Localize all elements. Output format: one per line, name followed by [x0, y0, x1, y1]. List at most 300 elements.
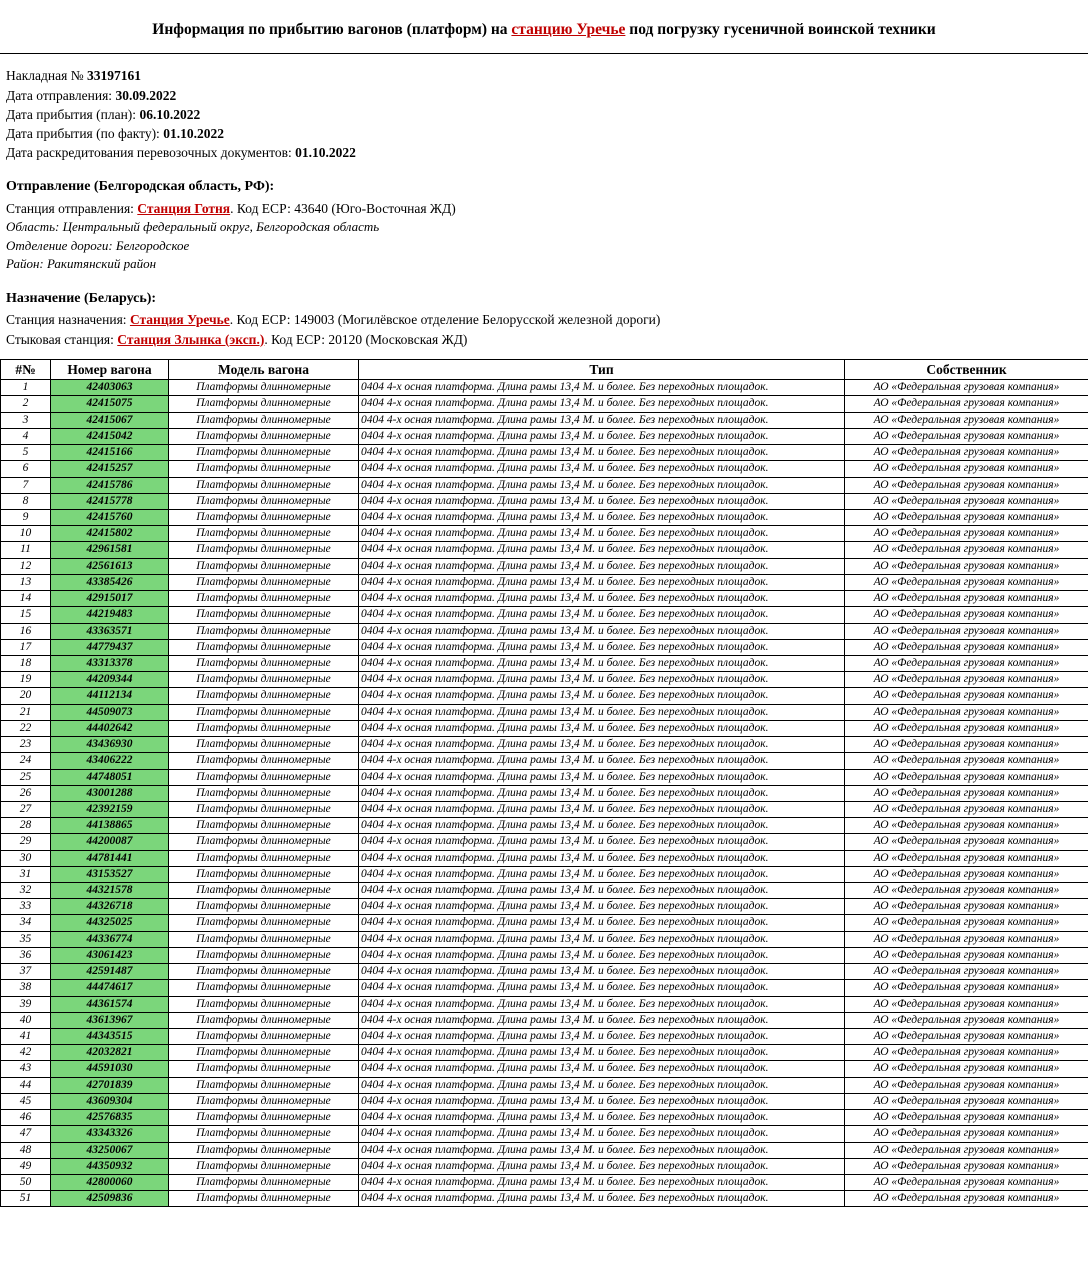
cell-wagon-number: 44350932 [51, 1158, 169, 1174]
table-row [1, 899, 1088, 915]
cell-index: 5 [1, 445, 51, 461]
cell-owner: АО «Федеральная грузовая компания» [845, 964, 1088, 980]
cell-index: 30 [1, 850, 51, 866]
cell-wagon-model: Платформы длинномерные [169, 623, 359, 639]
cell-type: 0404 4-х осная платформа. Длина рамы 13,4 М. и более. Без переходных площадок. [359, 510, 845, 526]
cell-owner: АО «Федеральная грузовая компания» [845, 1045, 1088, 1061]
cell-type: 0404 4-х осная платформа. Длина рамы 13,4 М. и более. Без переходных площадок. [359, 688, 845, 704]
cell-wagon-number: 44781441 [51, 850, 169, 866]
cell-type: 0404 4-х осная платформа. Длина рамы 13,4 М. и более. Без переходных площадок. [359, 801, 845, 817]
cell-wagon-number: 43436930 [51, 737, 169, 753]
cell-type: 0404 4-х осная платформа. Длина рамы 13,4 М. и более. Без переходных площадок. [359, 542, 845, 558]
cell-index: 32 [1, 883, 51, 899]
table-row [1, 1045, 1088, 1061]
cell-wagon-model: Платформы длинномерные [169, 801, 359, 817]
cell-wagon-model: Платформы длинномерные [169, 380, 359, 396]
cell-wagon-number: 42415166 [51, 445, 169, 461]
cell-index: 27 [1, 801, 51, 817]
column-header-owner: Собственник [845, 359, 1088, 380]
cell-type: 0404 4-х осная платформа. Длина рамы 13,4 М. и более. Без переходных площадок. [359, 1061, 845, 1077]
cell-wagon-model: Платформы длинномерные [169, 493, 359, 509]
cell-wagon-model: Платформы длинномерные [169, 980, 359, 996]
table-row [1, 607, 1088, 623]
cell-wagon-number: 44779437 [51, 639, 169, 655]
cell-index: 16 [1, 623, 51, 639]
cell-owner: АО «Федеральная грузовая компания» [845, 996, 1088, 1012]
cell-type: 0404 4-х осная платформа. Длина рамы 13,4 М. и более. Без переходных площадок. [359, 1191, 845, 1207]
table-row [1, 753, 1088, 769]
cell-type: 0404 4-х осная платформа. Длина рамы 13,4 М. и более. Без переходных площадок. [359, 1045, 845, 1061]
column-header-wagon-number: Номер вагона [51, 359, 169, 380]
cell-type: 0404 4-х осная платформа. Длина рамы 13,4 М. и более. Без переходных площадок. [359, 623, 845, 639]
cell-type: 0404 4-х осная платформа. Длина рамы 13,4 М. и более. Без переходных площадок. [359, 915, 845, 931]
cell-owner: АО «Федеральная грузовая компания» [845, 591, 1088, 607]
cell-owner: АО «Федеральная грузовая компания» [845, 412, 1088, 428]
cell-owner: АО «Федеральная грузовая компания» [845, 899, 1088, 915]
cell-index: 24 [1, 753, 51, 769]
cell-owner: АО «Федеральная грузовая компания» [845, 639, 1088, 655]
cell-wagon-model: Платформы длинномерные [169, 574, 359, 590]
cell-type: 0404 4-х осная платформа. Длина рамы 13,4 М. и более. Без переходных площадок. [359, 1126, 845, 1142]
destination-station-label: Станция назначения: [6, 312, 130, 328]
cell-type: 0404 4-х осная платформа. Длина рамы 13,4 М. и более. Без переходных площадок. [359, 964, 845, 980]
cell-index: 21 [1, 704, 51, 720]
cell-wagon-number: 42415786 [51, 477, 169, 493]
cell-wagon-number: 44138865 [51, 818, 169, 834]
cell-index: 35 [1, 931, 51, 947]
cell-owner: АО «Федеральная грузовая компания» [845, 1077, 1088, 1093]
cell-wagon-number: 44748051 [51, 769, 169, 785]
cell-index: 13 [1, 574, 51, 590]
table-row [1, 526, 1088, 542]
departure-district: Район: Ракитянский район [6, 256, 157, 272]
arrival-plan-label: Дата прибытия (план): [6, 106, 140, 122]
invoice-line [6, 66, 1078, 85]
cell-wagon-model: Платформы длинномерные [169, 996, 359, 1012]
cell-index: 8 [1, 493, 51, 509]
table-row [1, 947, 1088, 963]
cell-index: 31 [1, 866, 51, 882]
cell-index: 12 [1, 558, 51, 574]
cell-index: 33 [1, 899, 51, 915]
cell-wagon-number: 43001288 [51, 785, 169, 801]
table-row [1, 1191, 1088, 1207]
cell-type: 0404 4-х осная платформа. Длина рамы 13,4 М. и более. Без переходных площадок. [359, 461, 845, 477]
cell-owner: АО «Федеральная грузовая компания» [845, 785, 1088, 801]
cell-wagon-number: 44321578 [51, 883, 169, 899]
cell-type: 0404 4-х осная платформа. Длина рамы 13,4 М. и более. Без переходных площадок. [359, 753, 845, 769]
cell-type: 0404 4-х осная платформа. Длина рамы 13,4 М. и более. Без переходных площадок. [359, 704, 845, 720]
cell-owner: АО «Федеральная грузовая компания» [845, 380, 1088, 396]
table-row [1, 445, 1088, 461]
cell-index: 34 [1, 915, 51, 931]
departure-station-line [6, 199, 1078, 218]
destination-station-link[interactable]: Станция Уречье [129, 312, 230, 328]
arrival-plan-line [6, 105, 1078, 124]
cell-wagon-number: 44361574 [51, 996, 169, 1012]
departure-station-link[interactable]: Станция Готня [137, 201, 231, 217]
cell-owner: АО «Федеральная грузовая компания» [845, 720, 1088, 736]
cell-index: 23 [1, 737, 51, 753]
departure-date-value: 30.09.2022 [115, 87, 177, 103]
cell-index: 18 [1, 655, 51, 671]
table-row [1, 1029, 1088, 1045]
cell-wagon-number: 42392159 [51, 801, 169, 817]
cell-type: 0404 4-х осная платформа. Длина рамы 13,4 М. и более. Без переходных площадок. [359, 818, 845, 834]
table-row [1, 591, 1088, 607]
cell-wagon-number: 44325025 [51, 915, 169, 931]
table-row [1, 996, 1088, 1012]
table-header-row [1, 359, 1088, 380]
cell-index: 44 [1, 1077, 51, 1093]
cell-owner: АО «Федеральная грузовая компания» [845, 445, 1088, 461]
cell-type: 0404 4-х осная платформа. Длина рамы 13,4 М. и более. Без переходных площадок. [359, 639, 845, 655]
cell-wagon-model: Платформы длинномерные [169, 866, 359, 882]
cell-wagon-model: Платформы длинномерные [169, 850, 359, 866]
cell-type: 0404 4-х осная платформа. Длина рамы 13,4 М. и более. Без переходных площадок. [359, 655, 845, 671]
cell-wagon-number: 44209344 [51, 672, 169, 688]
cell-wagon-number: 44336774 [51, 931, 169, 947]
cell-owner: АО «Федеральная грузовая компания» [845, 428, 1088, 444]
cell-owner: АО «Федеральная грузовая компания» [845, 1158, 1088, 1174]
cell-index: 20 [1, 688, 51, 704]
cell-owner: АО «Федеральная грузовая компания» [845, 672, 1088, 688]
cell-wagon-model: Платформы длинномерные [169, 591, 359, 607]
cell-wagon-model: Платформы длинномерные [169, 785, 359, 801]
arrival-fact-label: Дата прибытия (по факту): [6, 125, 164, 141]
cell-wagon-model: Платформы длинномерные [169, 720, 359, 736]
destination-station-code: . Код ЕСР: 149003 (Могилёвское отделение Белорусской железной дороги) [229, 312, 661, 328]
cell-wagon-model: Платформы длинномерные [169, 526, 359, 542]
table-row [1, 428, 1088, 444]
cell-wagon-number: 43153527 [51, 866, 169, 882]
cell-wagon-model: Платформы длинномерные [169, 1029, 359, 1045]
cell-index: 7 [1, 477, 51, 493]
cell-owner: АО «Федеральная грузовая компания» [845, 542, 1088, 558]
cell-index: 25 [1, 769, 51, 785]
column-header-type: Тип [359, 359, 845, 380]
cell-type: 0404 4-х осная платформа. Длина рамы 13,4 М. и более. Без переходных площадок. [359, 1158, 845, 1174]
cell-owner: АО «Федеральная грузовая компания» [845, 818, 1088, 834]
cell-wagon-number: 44474617 [51, 980, 169, 996]
documents-date-label: Дата раскредитования перевозочных документов: [6, 145, 296, 160]
cell-wagon-model: Платформы длинномерные [169, 1142, 359, 1158]
cell-type: 0404 4-х осная платформа. Длина рамы 13,4 М. и более. Без переходных площадок. [359, 558, 845, 574]
cell-type: 0404 4-х осная платформа. Длина рамы 13,4 М. и более. Без переходных площадок. [359, 720, 845, 736]
shipment-meta [0, 54, 1088, 348]
cell-index: 42 [1, 1045, 51, 1061]
title-text-after: под погрузку гусеничной воинской техники [625, 21, 936, 38]
cell-owner: АО «Федеральная грузовая компания» [845, 623, 1088, 639]
cell-wagon-model: Платформы длинномерные [169, 1158, 359, 1174]
cell-type: 0404 4-х осная платформа. Длина рамы 13,4 М. и более. Без переходных площадок. [359, 493, 845, 509]
cell-index: 3 [1, 412, 51, 428]
cell-wagon-model: Платформы длинномерные [169, 1077, 359, 1093]
table-row [1, 1012, 1088, 1028]
column-header-index: #№ [1, 359, 51, 380]
cell-index: 4 [1, 428, 51, 444]
cell-type: 0404 4-х осная платформа. Длина рамы 13,4 М. и более. Без переходных площадок. [359, 1110, 845, 1126]
title-station-link[interactable]: станцию Уречье [511, 21, 626, 38]
cell-type: 0404 4-х осная платформа. Длина рамы 13,4 М. и более. Без переходных площадок. [359, 769, 845, 785]
table-row [1, 1093, 1088, 1109]
cell-index: 9 [1, 510, 51, 526]
table-row [1, 915, 1088, 931]
table-row [1, 980, 1088, 996]
cell-type: 0404 4-х осная платформа. Длина рамы 13,4 М. и более. Без переходных площадок. [359, 866, 845, 882]
cell-wagon-number: 42509836 [51, 1191, 169, 1207]
cell-wagon-model: Платформы длинномерные [169, 655, 359, 671]
cell-wagon-number: 42415778 [51, 493, 169, 509]
cell-owner: АО «Федеральная грузовая компания» [845, 607, 1088, 623]
table-row [1, 818, 1088, 834]
documents-date-line [6, 143, 1078, 162]
cell-index: 26 [1, 785, 51, 801]
cell-wagon-model: Платформы длинномерные [169, 1061, 359, 1077]
table-row [1, 720, 1088, 736]
cell-owner: АО «Федеральная грузовая компания» [845, 574, 1088, 590]
cell-wagon-model: Платформы длинномерные [169, 883, 359, 899]
column-header-wagon-model: Модель вагона [169, 359, 359, 380]
cell-wagon-model: Платформы длинномерные [169, 769, 359, 785]
cell-wagon-number: 42576835 [51, 1110, 169, 1126]
departure-date-label: Дата отправления: [6, 87, 116, 103]
cell-wagon-model: Платформы длинномерные [169, 753, 359, 769]
cell-type: 0404 4-х осная платформа. Длина рамы 13,4 М. и более. Без переходных площадок. [359, 1142, 845, 1158]
cell-owner: АО «Федеральная грузовая компания» [845, 526, 1088, 542]
cell-wagon-model: Платформы длинномерные [169, 510, 359, 526]
cell-wagon-model: Платформы длинномерные [169, 947, 359, 963]
cell-owner: АО «Федеральная грузовая компания» [845, 866, 1088, 882]
departure-region: Область: Центральный федеральный округ, Белгородская область [6, 219, 380, 235]
table-row [1, 801, 1088, 817]
table-row [1, 510, 1088, 526]
cell-type: 0404 4-х осная платформа. Длина рамы 13,4 М. и более. Без переходных площадок. [359, 996, 845, 1012]
table-row [1, 623, 1088, 639]
cell-owner: АО «Федеральная грузовая компания» [845, 477, 1088, 493]
cell-type: 0404 4-х осная платформа. Длина рамы 13,4 М. и более. Без переходных площадок. [359, 1093, 845, 1109]
cell-index: 11 [1, 542, 51, 558]
cell-index: 15 [1, 607, 51, 623]
cell-owner: АО «Федеральная грузовая компания» [845, 1029, 1088, 1045]
departure-branch: Отделение дороги: Белгородское [6, 237, 190, 253]
cell-index: 38 [1, 980, 51, 996]
cell-index: 41 [1, 1029, 51, 1045]
cell-index: 49 [1, 1158, 51, 1174]
cell-owner: АО «Федеральная грузовая компания» [845, 850, 1088, 866]
table-row [1, 639, 1088, 655]
table-row [1, 737, 1088, 753]
table-row [1, 542, 1088, 558]
cell-wagon-model: Платформы длинномерные [169, 461, 359, 477]
cell-wagon-model: Платформы длинномерные [169, 688, 359, 704]
cell-wagon-number: 44591030 [51, 1061, 169, 1077]
cell-index: 48 [1, 1142, 51, 1158]
cell-owner: АО «Федеральная грузовая компания» [845, 737, 1088, 753]
cell-wagon-model: Платформы длинномерные [169, 1174, 359, 1190]
cell-owner: АО «Федеральная грузовая компания» [845, 1191, 1088, 1207]
cell-wagon-model: Платформы длинномерные [169, 737, 359, 753]
junction-station-link[interactable]: Станция Злынка (эксп.) [117, 331, 265, 347]
cell-type: 0404 4-х осная платформа. Длина рамы 13,4 М. и более. Без переходных площадок. [359, 980, 845, 996]
cell-owner: АО «Федеральная грузовая компания» [845, 883, 1088, 899]
cell-wagon-number: 42415075 [51, 396, 169, 412]
cell-index: 39 [1, 996, 51, 1012]
cell-wagon-model: Платформы длинномерные [169, 931, 359, 947]
table-row [1, 477, 1088, 493]
cell-wagon-number: 42032821 [51, 1045, 169, 1061]
cell-type: 0404 4-х осная платформа. Длина рамы 13,4 М. и более. Без переходных площадок. [359, 526, 845, 542]
wagons-table [0, 359, 1088, 1208]
cell-type: 0404 4-х осная платформа. Длина рамы 13,4 М. и более. Без переходных площадок. [359, 428, 845, 444]
cell-wagon-model: Платформы длинномерные [169, 915, 359, 931]
cell-wagon-model: Платформы длинномерные [169, 607, 359, 623]
cell-owner: АО «Федеральная грузовая компания» [845, 461, 1088, 477]
cell-type: 0404 4-х осная платформа. Длина рамы 13,4 М. и более. Без переходных площадок. [359, 737, 845, 753]
cell-index: 22 [1, 720, 51, 736]
cell-wagon-number: 44509073 [51, 704, 169, 720]
cell-type: 0404 4-х осная платформа. Длина рамы 13,4 М. и более. Без переходных площадок. [359, 412, 845, 428]
cell-index: 43 [1, 1061, 51, 1077]
cell-wagon-number: 44343515 [51, 1029, 169, 1045]
table-row [1, 785, 1088, 801]
departure-station-label: Станция отправления: [6, 201, 138, 217]
cell-type: 0404 4-х осная платформа. Длина рамы 13,4 М. и более. Без переходных площадок. [359, 591, 845, 607]
cell-type: 0404 4-х осная платформа. Длина рамы 13,4 М. и более. Без переходных площадок. [359, 477, 845, 493]
cell-wagon-number: 42591487 [51, 964, 169, 980]
cell-wagon-number: 43061423 [51, 947, 169, 963]
destination-heading: Назначение (Беларусь): [6, 290, 157, 306]
cell-owner: АО «Федеральная грузовая компания» [845, 769, 1088, 785]
cell-type: 0404 4-х осная платформа. Длина рамы 13,4 М. и более. Без переходных площадок. [359, 1012, 845, 1028]
cell-wagon-number: 42961581 [51, 542, 169, 558]
cell-wagon-model: Платформы длинномерные [169, 639, 359, 655]
cell-wagon-number: 44200087 [51, 834, 169, 850]
cell-owner: АО «Федеральная грузовая компания» [845, 1174, 1088, 1190]
cell-wagon-model: Платформы длинномерные [169, 818, 359, 834]
cell-wagon-model: Платформы длинномерные [169, 1110, 359, 1126]
cell-owner: АО «Федеральная грузовая компания» [845, 834, 1088, 850]
cell-type: 0404 4-х осная платформа. Длина рамы 13,4 М. и более. Без переходных площадок. [359, 947, 845, 963]
cell-wagon-model: Платформы длинномерные [169, 1191, 359, 1207]
cell-index: 36 [1, 947, 51, 963]
cell-wagon-number: 42915017 [51, 591, 169, 607]
cell-wagon-model: Платформы длинномерные [169, 964, 359, 980]
cell-wagon-model: Платформы длинномерные [169, 1045, 359, 1061]
cell-wagon-number: 42415802 [51, 526, 169, 542]
arrival-fact-line [6, 124, 1078, 143]
cell-wagon-number: 43363571 [51, 623, 169, 639]
table-row [1, 380, 1088, 396]
cell-index: 37 [1, 964, 51, 980]
cell-wagon-model: Платформы длинномерные [169, 542, 359, 558]
table-row [1, 1126, 1088, 1142]
table-row [1, 866, 1088, 882]
cell-owner: АО «Федеральная грузовая компания» [845, 396, 1088, 412]
cell-wagon-model: Платформы длинномерные [169, 704, 359, 720]
cell-index: 46 [1, 1110, 51, 1126]
cell-wagon-number: 43343326 [51, 1126, 169, 1142]
cell-index: 40 [1, 1012, 51, 1028]
junction-station-line [6, 330, 1078, 349]
invoice-value: 33197161 [86, 68, 141, 84]
invoice-label: Накладная № [6, 68, 87, 84]
table-row [1, 1158, 1088, 1174]
cell-owner: АО «Федеральная грузовая компания» [845, 704, 1088, 720]
cell-owner: АО «Федеральная грузовая компания» [845, 980, 1088, 996]
cell-index: 14 [1, 591, 51, 607]
table-row [1, 931, 1088, 947]
cell-wagon-number: 44112134 [51, 688, 169, 704]
cell-wagon-number: 42701839 [51, 1077, 169, 1093]
table-row [1, 461, 1088, 477]
cell-type: 0404 4-х осная платформа. Длина рамы 13,4 М. и более. Без переходных площадок. [359, 1077, 845, 1093]
cell-wagon-number: 42415257 [51, 461, 169, 477]
cell-wagon-number: 43313378 [51, 655, 169, 671]
cell-type: 0404 4-х осная платформа. Длина рамы 13,4 М. и более. Без переходных площадок. [359, 850, 845, 866]
table-row [1, 558, 1088, 574]
table-row [1, 850, 1088, 866]
cell-index: 51 [1, 1191, 51, 1207]
table-row [1, 1142, 1088, 1158]
cell-wagon-model: Платформы длинномерные [169, 1012, 359, 1028]
cell-index: 45 [1, 1093, 51, 1109]
cell-index: 47 [1, 1126, 51, 1142]
cell-wagon-number: 44326718 [51, 899, 169, 915]
cell-owner: АО «Федеральная грузовая компания» [845, 558, 1088, 574]
cell-owner: АО «Федеральная грузовая компания» [845, 801, 1088, 817]
table-row [1, 1077, 1088, 1093]
cell-wagon-model: Платформы длинномерные [169, 477, 359, 493]
cell-wagon-number: 42561613 [51, 558, 169, 574]
cell-wagon-model: Платформы длинномерные [169, 899, 359, 915]
cell-wagon-number: 44402642 [51, 720, 169, 736]
junction-station-label: Стыковая станция: [6, 331, 118, 347]
cell-owner: АО «Федеральная грузовая компания» [845, 1142, 1088, 1158]
cell-wagon-number: 44219483 [51, 607, 169, 623]
cell-type: 0404 4-х осная платформа. Длина рамы 13,4 М. и более. Без переходных площадок. [359, 672, 845, 688]
table-row [1, 769, 1088, 785]
cell-wagon-model: Платформы длинномерные [169, 396, 359, 412]
cell-type: 0404 4-х осная платформа. Длина рамы 13,4 М. и более. Без переходных площадок. [359, 899, 845, 915]
arrival-plan-value: 06.10.2022 [139, 106, 201, 122]
cell-type: 0404 4-х осная платформа. Длина рамы 13,4 М. и более. Без переходных площадок. [359, 574, 845, 590]
destination-station-line [6, 310, 1078, 329]
table-row [1, 493, 1088, 509]
cell-owner: АО «Федеральная грузовая компания» [845, 688, 1088, 704]
cell-index: 17 [1, 639, 51, 655]
departure-station-code: . Код ЕСР: 43640 (Юго-Восточная ЖД) [230, 201, 456, 217]
table-row [1, 1110, 1088, 1126]
departure-date-line [6, 86, 1078, 105]
cell-index: 19 [1, 672, 51, 688]
cell-type: 0404 4-х осная платформа. Длина рамы 13,4 М. и более. Без переходных площадок. [359, 785, 845, 801]
table-row [1, 412, 1088, 428]
cell-owner: АО «Федеральная грузовая компания» [845, 931, 1088, 947]
junction-station-code: . Код ЕСР: 20120 (Московская ЖД) [264, 331, 468, 347]
table-row [1, 964, 1088, 980]
cell-wagon-number: 42800060 [51, 1174, 169, 1190]
cell-type: 0404 4-х осная платформа. Длина рамы 13,4 М. и более. Без переходных площадок. [359, 396, 845, 412]
cell-owner: АО «Федеральная грузовая компания» [845, 1110, 1088, 1126]
cell-wagon-model: Платформы длинномерные [169, 1126, 359, 1142]
cell-owner: АО «Федеральная грузовая компания» [845, 1093, 1088, 1109]
cell-index: 2 [1, 396, 51, 412]
cell-wagon-number: 42403063 [51, 380, 169, 396]
cell-wagon-model: Платформы длинномерные [169, 428, 359, 444]
cell-type: 0404 4-х осная платформа. Длина рамы 13,4 М. и более. Без переходных площадок. [359, 607, 845, 623]
cell-wagon-number: 42415760 [51, 510, 169, 526]
